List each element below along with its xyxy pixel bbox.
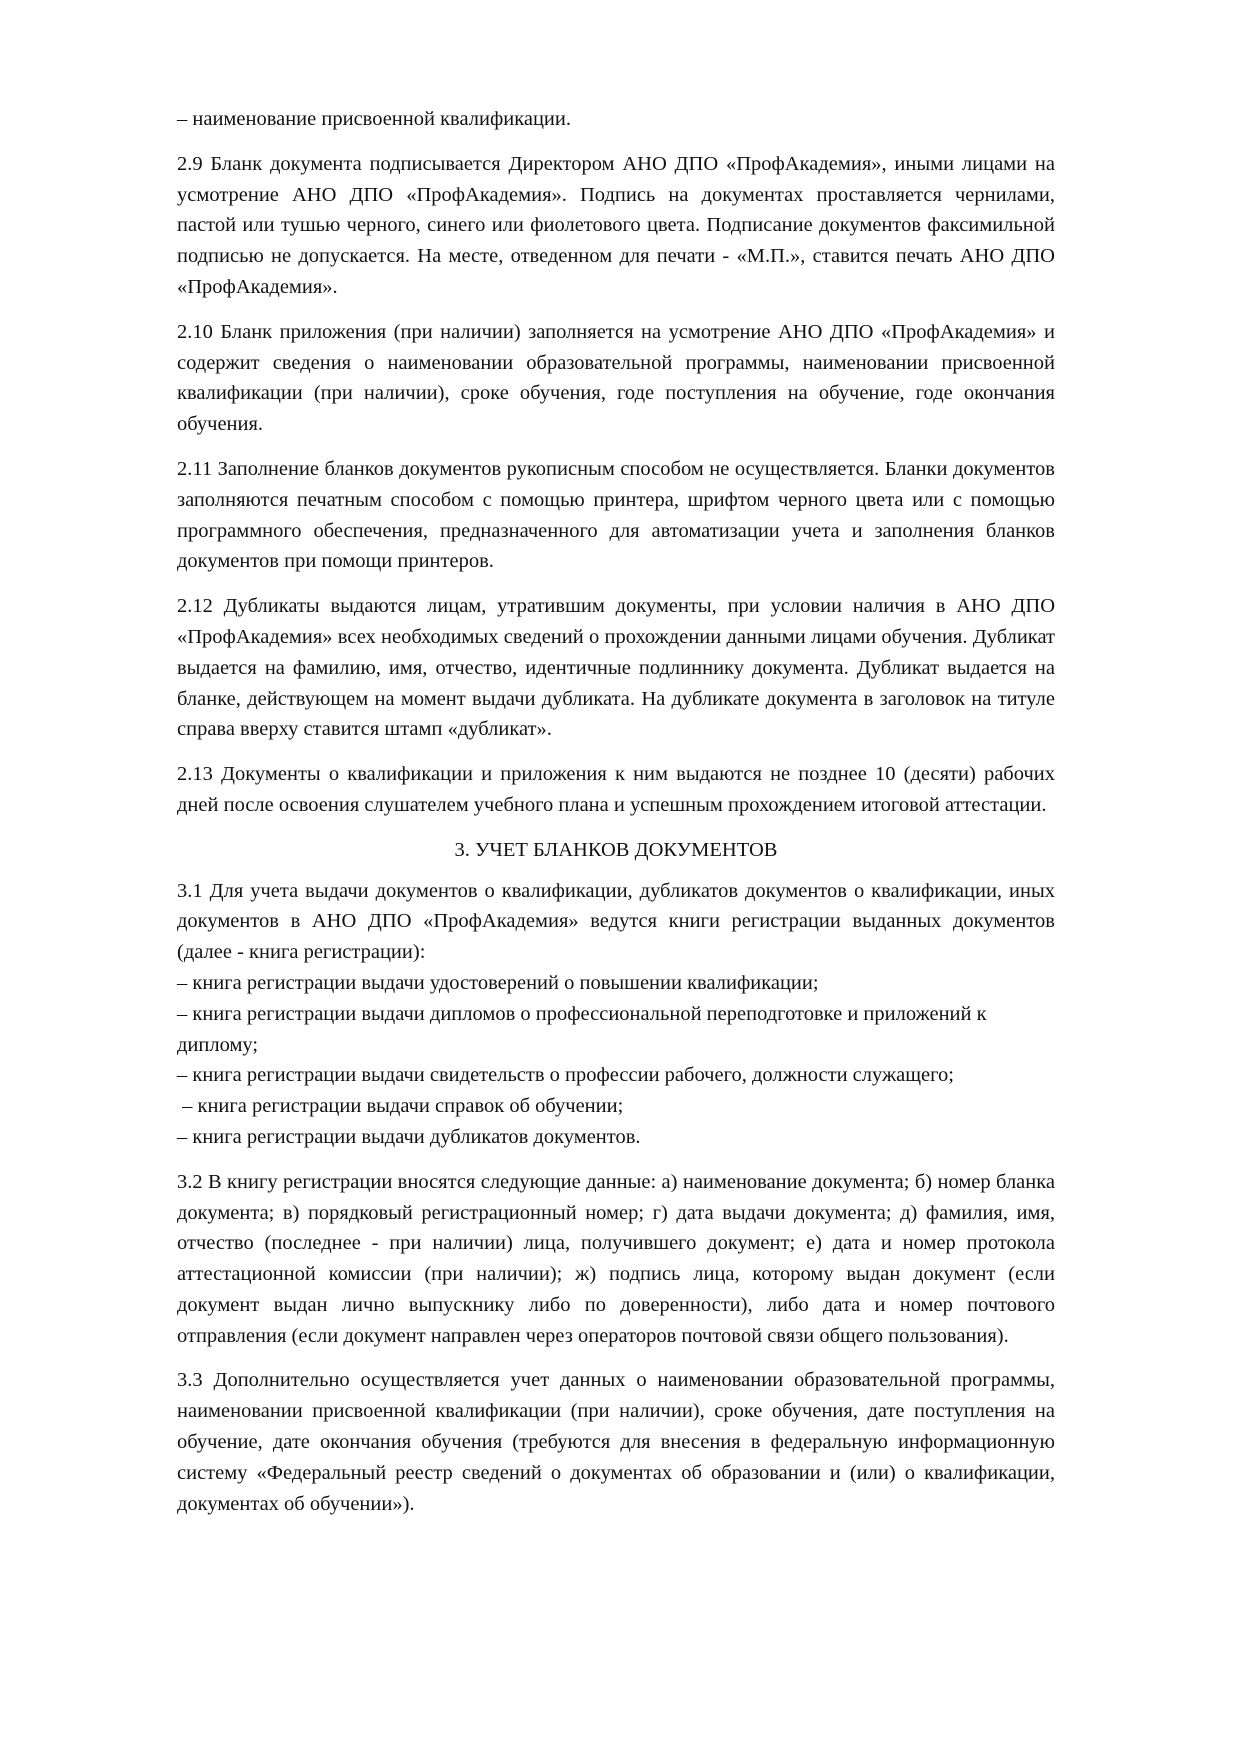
paragraph-3-3: 3.3 Дополнительно осуществляется учет данных о наименовании образовательной программы, наименовании присвоенной квалификации (при наличии), сроке обучения, дате поступления на обучение, дате окончания обучения (требуются для внесения в федеральную информационную систему «Федеральный реестр сведений о документах об образовании и (или) о квалификации, документах об обучении»). bbox=[177, 1369, 1055, 1515]
intro-line: – наименование присвоенной квалификации. bbox=[177, 108, 571, 130]
list-item: – книга регистрации выдачи свидетельств о профессии рабочего, должности служащего; bbox=[177, 1064, 954, 1087]
list-item: – книга регистрации выдачи справок об обучении; bbox=[177, 1095, 624, 1118]
list-item: – книга регистрации выдачи дипломов о профессиональной переподготовке и приложений к диплому; bbox=[177, 1002, 987, 1056]
paragraph-2-13: 2.13 Документы о квалификации и приложения к ним выдаются не позднее 10 (десяти) рабочих дней после освоения слушателем учебного плана и успешным прохождением итоговой аттестации. bbox=[177, 763, 1055, 816]
list-item: – книга регистрации выдачи удостоверений о повышении квалификации; bbox=[177, 971, 819, 994]
section-3-1 bbox=[177, 876, 1055, 1153]
list-item: – книга регистрации выдачи дубликатов документов. bbox=[177, 1125, 641, 1148]
document-page bbox=[177, 104, 1055, 1533]
section-heading-3: 3. УЧЕТ БЛАНКОВ ДОКУМЕНТОВ bbox=[454, 838, 778, 861]
paragraph-2-11: 2.11 Заполнение бланков документов рукописным способом не осуществляется. Бланки документов заполняются печатным способом с помощью принтера, шрифтом черного цвета или с помощью программного обеспечения, предназначенного для автоматизации учета и заполнения бланков документов при помощи принтеров. bbox=[177, 457, 1055, 573]
paragraph-2-9: 2.9 Бланк документа подписывается Директором АНО ДПО «ПрофАкадемия», иными лицами на усмотрение АНО ДПО «ПрофАкадемия». Подпись на документах проставляется чернилами, пастой или тушью черного, синего или фиолетового цвета. Подписание документов факсимильной подписью не допускается. На месте, отведенном для печати - «М.П.», ставится печать АНО ДПО «ПрофАкадемия». bbox=[177, 152, 1055, 298]
paragraph-3-2: 3.2 В книгу регистрации вносятся следующие данные: а) наименование документа; б) номер бланка документа; в) порядковый регистрационный номер; г) дата выдачи документа; д) фамилия, имя, отчество (последнее - при наличии) лица, получившего документ; е) дата и номер протокола аттестационной комиссии (при наличии); ж) подпись лица, которому выдан документ (если документ выдан лично выпускнику либо по доверенности), либо дата и номер почтового отправления (если документ направлен через операторов почтовой связи общего пользования). bbox=[177, 1170, 1055, 1347]
paragraph-2-10: 2.10 Бланк приложения (при наличии) заполняется на усмотрение АНО ДПО «ПрофАкадемия» и содержит сведения о наименовании образовательной программы, наименовании присвоенной квалификации (при наличии), сроке обучения, годе поступления на обучение, годе окончания обучения. bbox=[177, 320, 1055, 436]
paragraph-3-1: 3.1 Для учета выдачи документов о квалификации, дубликатов документов о квалификации, иных документов в АНО ДПО «ПрофАкадемия» ведутся книги регистрации выданных документов (далее - книга регистрации): bbox=[177, 879, 1055, 964]
paragraph-2-12: 2.12 Дубликаты выдаются лицам, утратившим документы, при условии наличия в АНО ДПО «ПрофАкадемия» всех необходимых сведений о прохождении данными лицами обучения. Дубликат выдается на фамилию, имя, отчество, идентичные подлиннику документа. Дубликат выдается на бланке, действующем на момент выдачи дубликата. На дубликате документа в заголовок на титуле справа вверху ставится штамп «дубликат». bbox=[177, 595, 1055, 741]
